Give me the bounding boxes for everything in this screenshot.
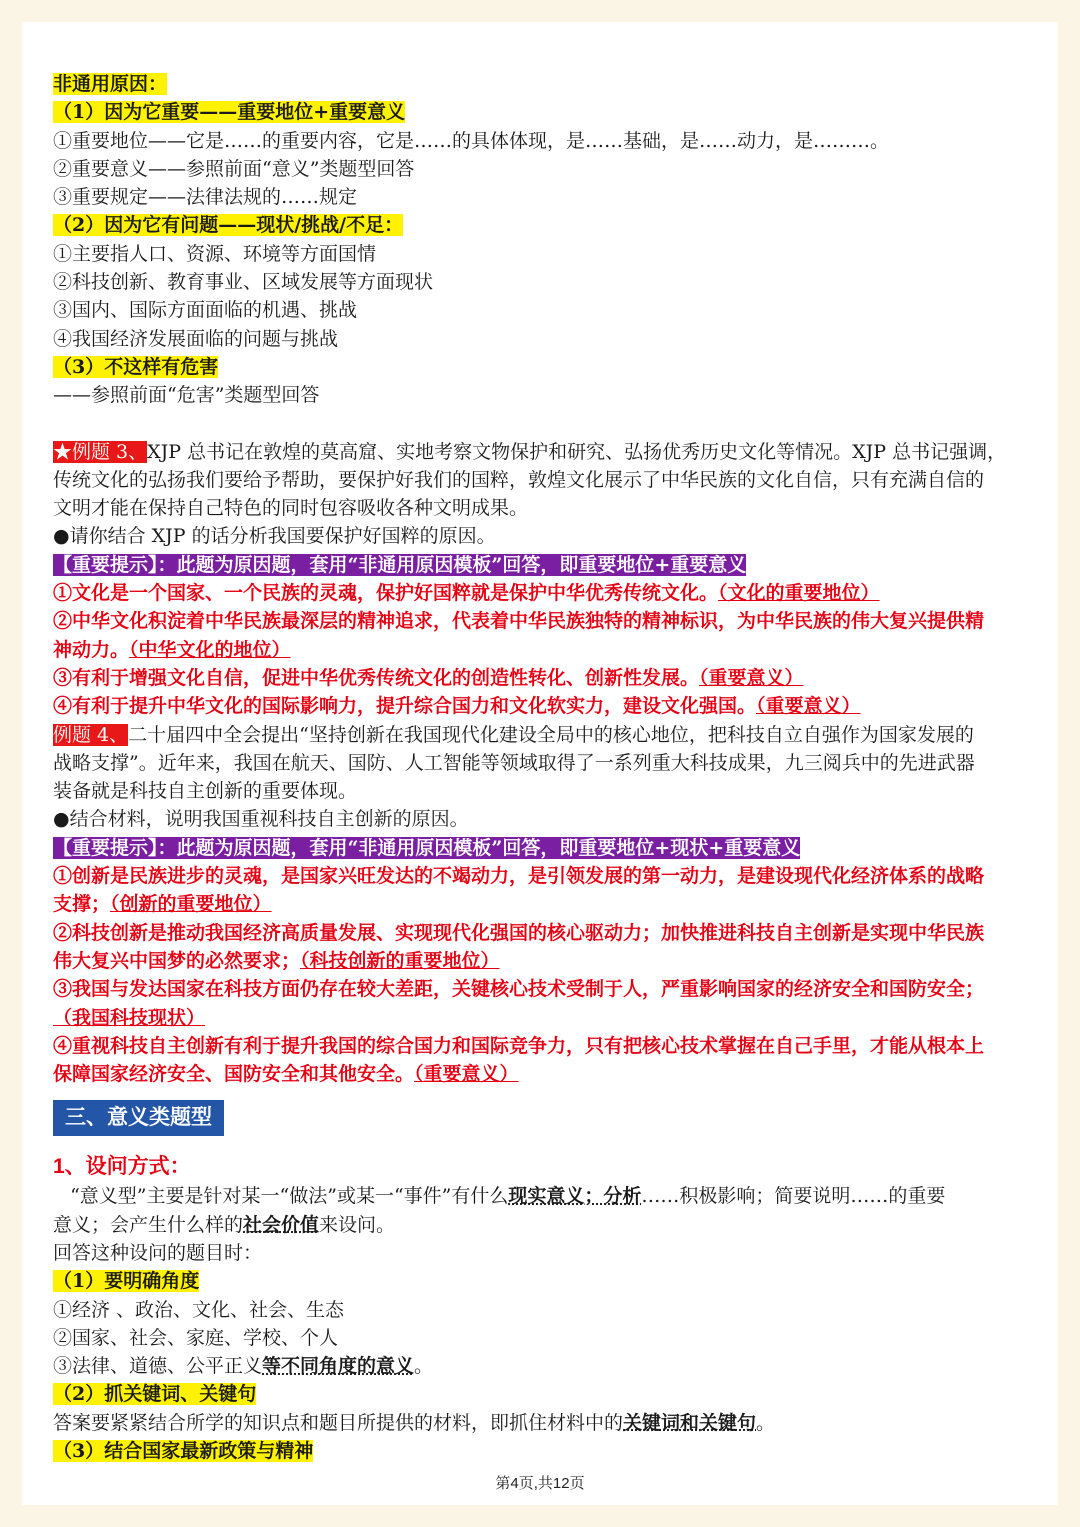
example4-question: ●结合材料，说明我国重视科技自主创新的原因。: [53, 808, 469, 831]
reasons-title: 非通用原因：: [53, 73, 168, 95]
example3-answer-4: ④有利于提升中华文化的国际影响力，提升综合国力和文化软实力，建设文化强国。（重要意义）: [53, 695, 861, 718]
example4-tip: 【重要提示】：此题为原因题，套用“非通用原因模板”回答，即重要地位+现状+重要意义: [53, 836, 801, 859]
example3-text-2: 传统文化的弘扬我们要给予帮助，要保护好我们的国粹，敦煌文化展示了中华民族的文化自信，只有充满自信的: [53, 468, 985, 491]
list-item: ④我国经济发展面临的问题与挑战: [53, 327, 339, 350]
example4-text: 例题 4、二十届四中全会提出“坚持创新在我国现代化建设全局中的核心地位，把科技自立自强作为国家发展的: [53, 723, 974, 746]
reason-heading-3: （3）不这样有危害: [53, 355, 219, 378]
example3-text: ★例题 3、XJP 总书记在敦煌的莫高窟、实地考察文物保护和研究、弘扬优秀历史文化等情况。XJP 总书记强调，: [53, 440, 1007, 463]
list-item: ③国内、国际方面面临的机遇、挑战: [53, 299, 358, 322]
example4-tag: 例题 4、: [53, 723, 129, 746]
page-number: 第4页,共12页: [495, 1475, 585, 1492]
list-item: ②科技创新、教育事业、区域发展等方面现状: [53, 271, 434, 294]
list-item: ③法律、道德、公平正义等不同角度的意义。: [53, 1355, 434, 1378]
list-item: ①重要地位——它是……的重要内容，它是……的具体体现，是……基础，是……动力，是………。: [53, 129, 890, 152]
example4-answer-3: ③我国与发达国家在科技方面仍存在较大差距，关键核心技术受制于人，严重影响国家的经济安全和国防安全；: [53, 978, 985, 1001]
meaning-heading-2: （2）抓关键词、关键句: [53, 1383, 257, 1406]
reason-heading-2: （2）因为它有问题——现状/挑战/不足：: [53, 214, 404, 237]
document-page: [22, 22, 1058, 1505]
list-item: ②国家、社会、家庭、学校、个人: [53, 1326, 339, 1349]
section3-keywords: 答案要紧紧结合所学的知识点和题目所提供的材料，即抓住材料中的关键词和关键句。: [53, 1411, 776, 1434]
meaning-heading-1: （1）要明确角度: [53, 1270, 200, 1293]
list-item: ①经济 、政治、文化、社会、生态: [53, 1298, 345, 1321]
example3-answer-1: ①文化是一个国家、一个民族的灵魂，保护好国粹就是保护中华优秀传统文化。（文化的重要地位）: [53, 582, 880, 605]
example3-text-3: 文明才能在保持自己特色的同时包容吸收各种文明成果。: [53, 497, 529, 520]
reason-heading-1: （1）因为它重要——重要地位+重要意义: [53, 101, 406, 124]
list-item: ①主要指人口、资源、环境等方面国情: [53, 242, 377, 265]
example3-question: ●请你结合 XJP 的话分析我国要保护好国粹的原因。: [53, 525, 496, 548]
meaning-heading-3: （3）结合国家最新政策与精神: [53, 1440, 314, 1463]
list-item: ②重要意义——参照前面“意义”类题型回答: [53, 157, 415, 180]
list-item: ③重要规定——法律法规的……规定: [53, 186, 358, 209]
example3-answer-3: ③有利于增强文化自信，促进中华优秀传统文化的创造性转化、创新性发展。（重要意义）: [53, 666, 804, 689]
example4-answer-2: ②科技创新是推动我国经济高质量发展、实现现代化强国的核心驱动力；加快推进科技自主创新是实现中华民族: [53, 921, 985, 944]
subsection-title: 1、设问方式：: [53, 1155, 191, 1179]
example4-answer-1: ①创新是民族进步的灵魂，是国家兴旺发达的不竭动力，是引领发展的第一动力，是建设现代化经济体系的战略: [53, 865, 985, 888]
section3-intro: 回答这种设问的题目时：: [53, 1241, 263, 1264]
example4-text-3: 装备就是科技自主创新的重要体现。: [53, 780, 358, 803]
section-header: 三、意义类题型: [53, 1100, 224, 1136]
example3-tag: ★例题 3、: [53, 440, 148, 463]
example4-text-2: 战略支撑”。近年来，我国在航天、国防、人工智能等领域取得了一系列重大科技成果，九三阅兵中的先进武器: [53, 751, 975, 774]
list-item: ——参照前面“危害”类题型回答: [53, 384, 320, 407]
example4-answer-4: ④重视科技自主创新有利于提升我国的综合国力和国际竞争力，只有把核心技术掌握在自己手里，才能从根本上: [53, 1034, 985, 1057]
example3-answer-2: ②中华文化积淀着中华民族最深层的精神追求，代表着中华民族独特的精神标识，为中华民族的伟大复兴提供精: [53, 610, 985, 633]
example3-tip: 【重要提示】：此题为原因题，套用“非通用原因模板”回答，即重要地位+重要意义: [53, 553, 747, 576]
document-body: 非通用原因： （1）因为它重要——重要地位+重要意义 ①重要地位——它是……的重要内容，它是……的具体体现，是……基础，是……动力，是………。 ②重要意义——参照前面“意义”类题型回答 ③重要规定——法律法规的……规定 （2）因为它有问题——现状/挑战/不足： ①主要指人口、资源、环境等方面国情 ②科技创新、教育事业、区域发展等方面现状 ③国内、国际方面面临的机遇、挑战 ④我国经济发展面临的问题与挑战 （3）不这样有危害 ——参照前面“危害”类题型回答 ★例题 3、XJP 总书记在敦煌的莫高窟、实地考察文物保护和研究、弘扬优秀历史文化等情况。XJP 总书记强调， 传统文化的弘扬我们要给予帮助，要保护好我们的国粹，敦煌文化展示了中华民族的文化自信，只有充满自信的 文明才能在保持自己特色的同时包容吸收各种文明成果。 ●请你结合 XJP 的话分析我国要保护好国粹的原因。 【重要提示】：此题为原因题，套用“非通用原因模板”回答，即重要地位+重要意义 ①文化是一个国家、一个民族的灵魂，保护好国粹就是保护中华优秀传统文化。（文化的重要地位） ②中华文化积淀着中华民族最深层的精神追求，代表着中华民族独特的精神标识，为中华民族的伟大复兴提供精 神动力。（中华文化的地位） ③有利于增强文化自信，促进中华优秀传统文化的创造性转化、创新性发展。（重要意义） ④有利于提升中华文化的国际影响力，提升综合国力和文化软实力，建设文化强国。（重要意义） 例题 4、二十届四中全会提出“坚持创新在我国现代化建设全局中的核心地位，把科技自立自强作为国家发展的 战略支撑”。近年来，我国在航天、国防、人工智能等领域取得了一系列重大科技成果，九三阅兵中的先进武器 装备就是科技自主创新的重要体现。 ●结合材料，说明我国重视科技自主创新的原因。 【重要提示】：此题为原因题，套用“非通用原因模板”回答，即重要地位+现状+重要意义 ①创新是民族进步的灵魂，是国家兴旺发达的不竭动力，是引领发展的第一动力，是建设现代化经济体系的战略 支撑；（创新的重要地位） ②科技创新是推动我国经济高质量发展、实现现代化强国的核心驱动力；加快推进科技自主创新是实现中华民族 伟大复兴中国梦的必然要求；（科技创新的重要地位） ③我国与发达国家在科技方面仍存在较大差距，关键核心技术受制于人，严重影响国家的经济安全和国防安全； （我国科技现状） ④重视科技自主创新有利于提升我国的综合国力和国际竞争力，只有把核心技术掌握在自己手里，才能从根本上 保障国家经济安全、国防安全和其他安全。（重要意义） 三、意义类题型 1、设问方式： “意义型”主要是针对某一“做法”或某一“事件”有什么现实意义；分析……积极影响；简要说明……的重要 意义；会产生什么样的社会价值来设问。 回答这种设问的题目时： （1）要明确角度 ①经济 、政治、文化、社会、生态 ②国家、社会、家庭、学校、个人 ③法律、道德、公平正义等不同角度的意义。 （2）抓关键词、关键句 答案要紧紧结合所学的知识点和题目所提供的材料，即抓住材料中的关键词和关键句。 （3）结合国家最新政策与精神: [53, 70, 1028, 1465]
section3-paragraph: “意义型”主要是针对某一“做法”或某一“事件”有什么现实意义；分析……积极影响；简要说明……的重要: [70, 1185, 946, 1208]
